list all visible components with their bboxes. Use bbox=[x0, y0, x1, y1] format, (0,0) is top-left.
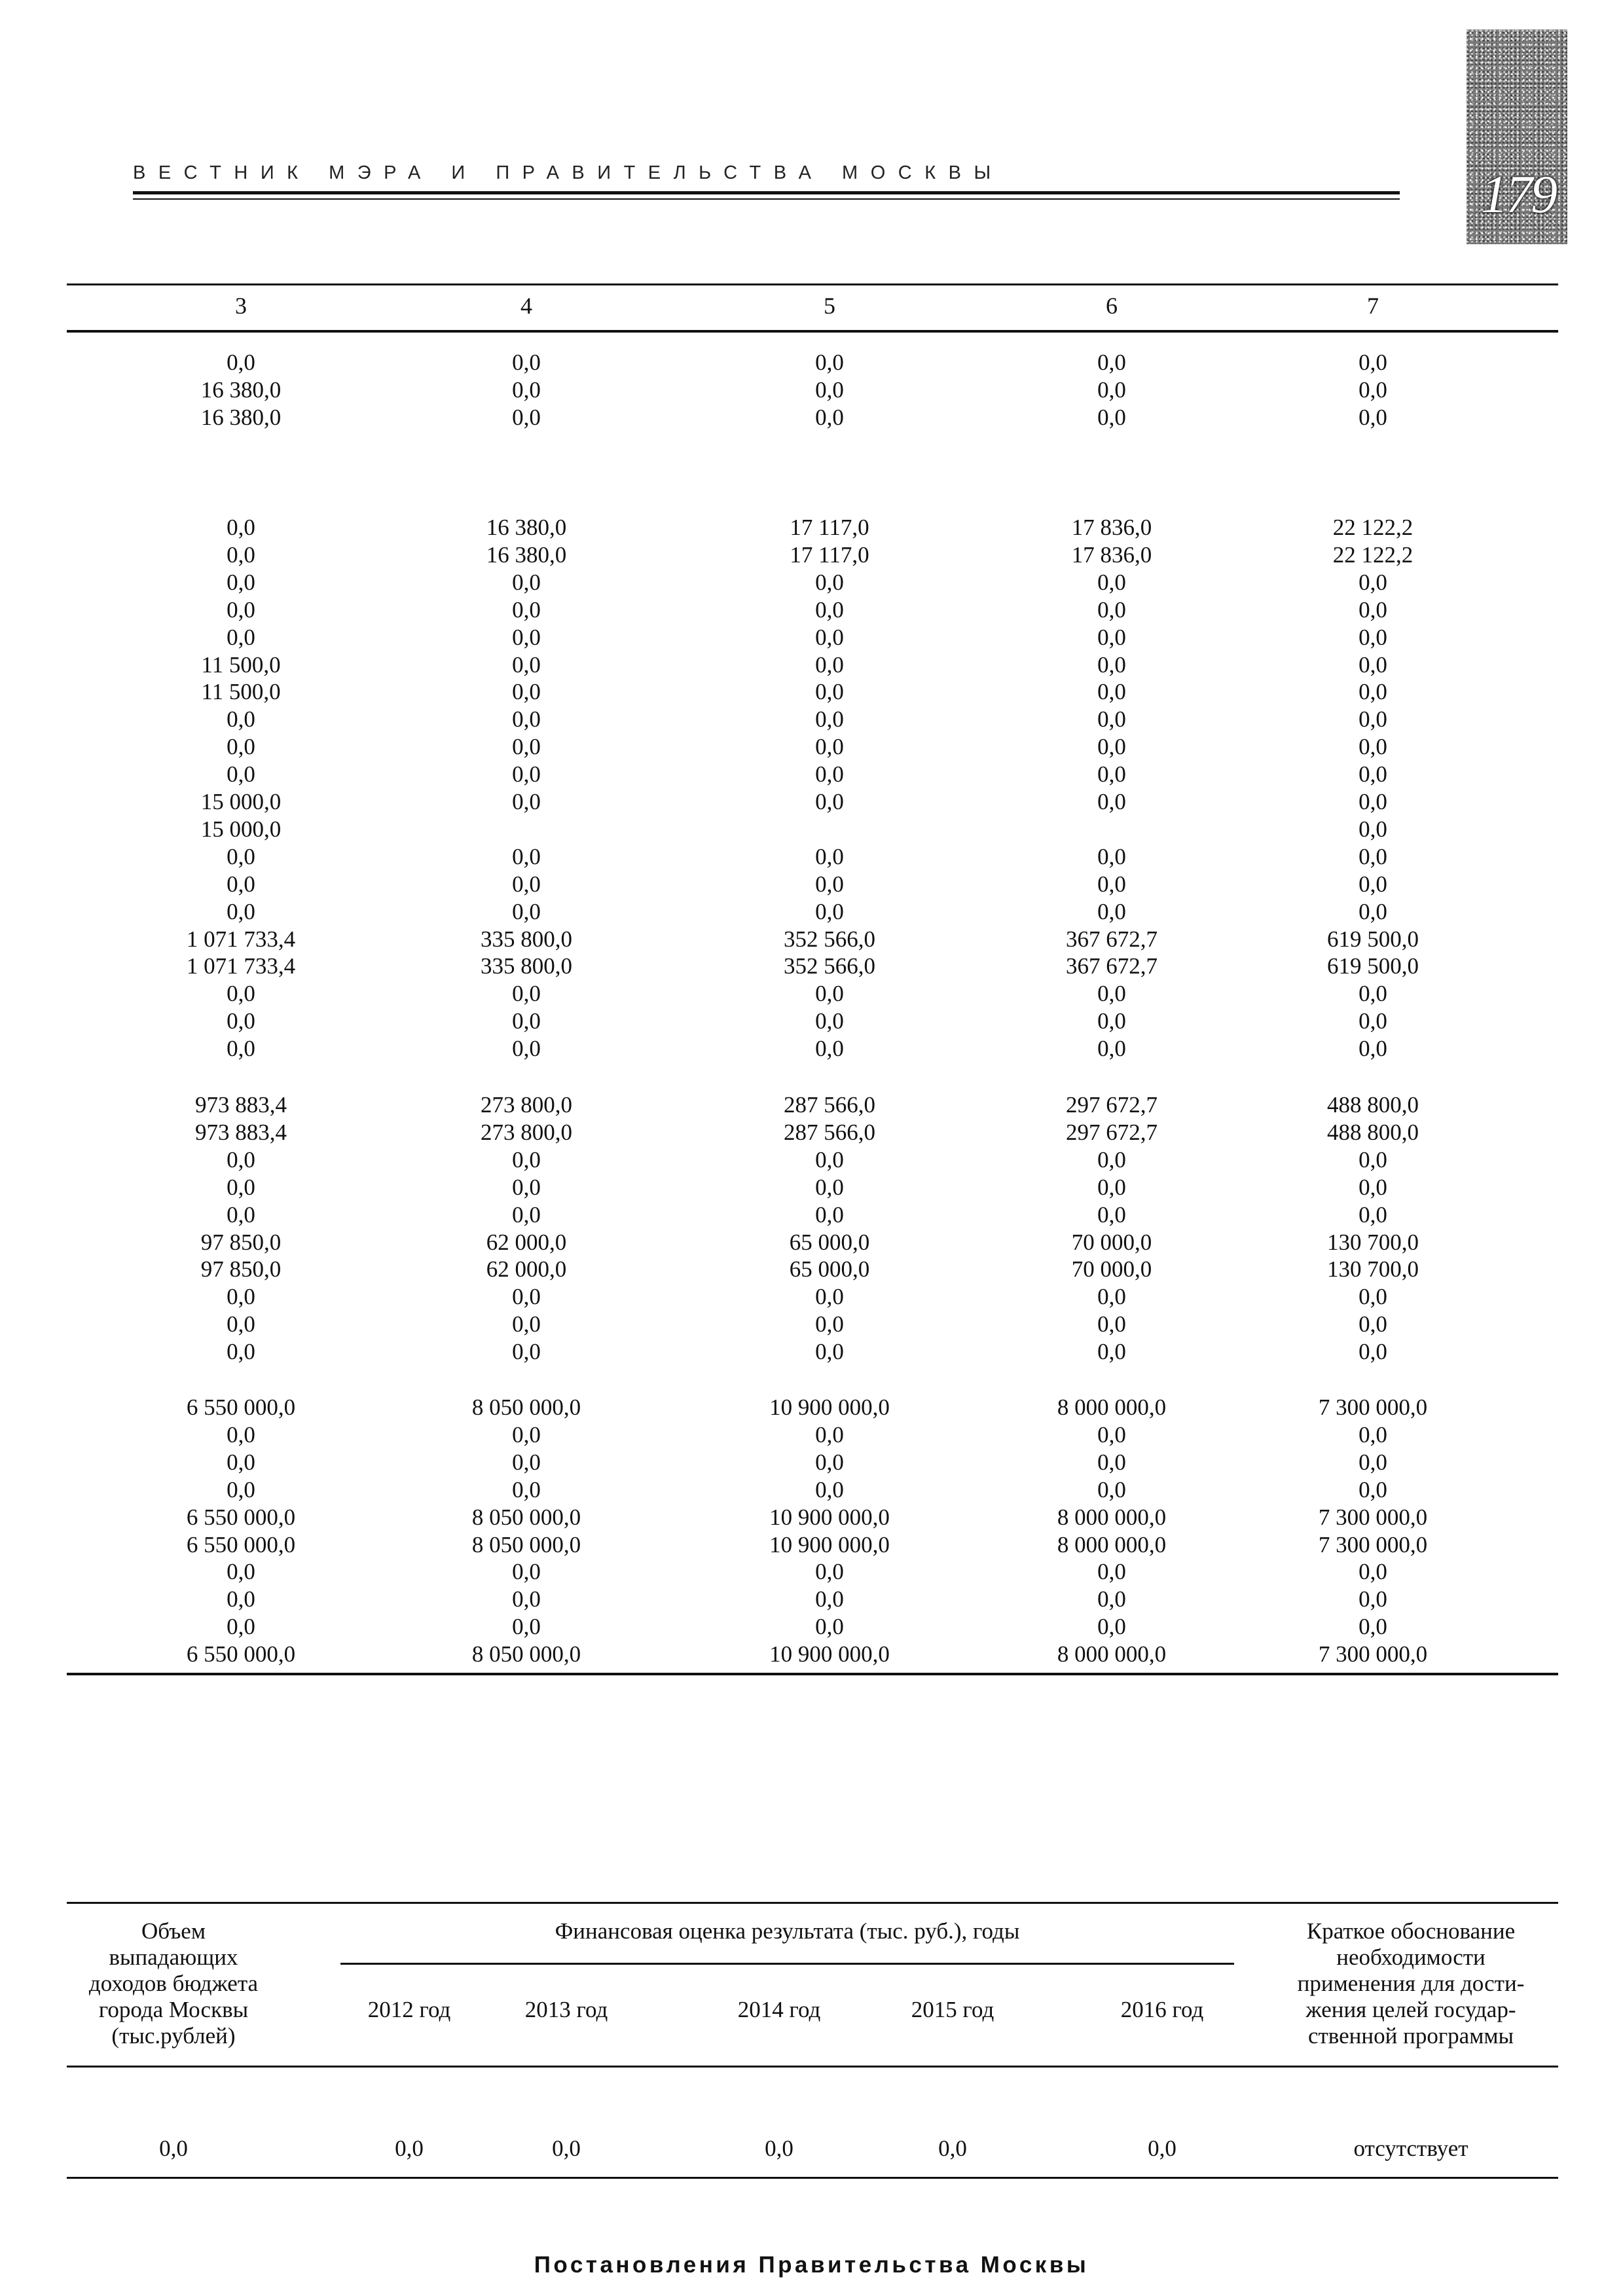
table-cell: 0,0 bbox=[815, 706, 844, 733]
table-cell: 7 300 000,0 bbox=[1318, 1394, 1428, 1420]
value-2013: 0,0 bbox=[552, 2136, 581, 2161]
year-2012-header: 2012 год bbox=[367, 1997, 451, 2022]
table-cell: 273 800,0 bbox=[481, 1092, 572, 1118]
table-cell: 0,0 bbox=[512, 981, 541, 1007]
table-cell: 0,0 bbox=[1359, 651, 1387, 678]
table-cell: 0,0 bbox=[815, 350, 844, 375]
table-cell: 8 050 000,0 bbox=[471, 1531, 581, 1558]
table-cell: 0,0 bbox=[1359, 679, 1387, 705]
table-cell: 0,0 bbox=[1359, 1174, 1387, 1200]
table-cell: 0,0 bbox=[1359, 843, 1387, 869]
table-cell: 11 500,0 bbox=[201, 651, 281, 678]
table-cell: 0,0 bbox=[227, 1146, 255, 1173]
table-cell: 0,0 bbox=[1097, 1339, 1126, 1365]
table-cell: 0,0 bbox=[815, 981, 844, 1007]
table-cell: 0,0 bbox=[227, 843, 255, 869]
table-cell: 0,0 bbox=[1097, 1036, 1126, 1062]
table-cell: 0,0 bbox=[227, 624, 255, 650]
table-cell: 0,0 bbox=[1097, 1559, 1126, 1585]
table-cell: 0,0 bbox=[1359, 981, 1387, 1007]
table-cell: 0,0 bbox=[815, 1008, 844, 1034]
table-cell: 0,0 bbox=[1097, 981, 1126, 1007]
table-cell: 6 550 000,0 bbox=[186, 1531, 296, 1558]
table-cell: 0,0 bbox=[1097, 898, 1126, 924]
table-cell: 0,0 bbox=[1359, 1339, 1387, 1365]
table-cell: 15 000,0 bbox=[200, 789, 282, 814]
table-cell: 0,0 bbox=[1097, 1586, 1126, 1613]
table-cell: 0,0 bbox=[1097, 871, 1126, 897]
table-cell: 0,0 bbox=[1359, 596, 1387, 623]
table-cell: 0,0 bbox=[815, 789, 844, 814]
table-cell: 0,0 bbox=[227, 350, 255, 375]
table-cell: 17 117,0 bbox=[790, 515, 869, 540]
table-cell: 0,0 bbox=[227, 1284, 255, 1310]
table-cell: 0,0 bbox=[1097, 1284, 1126, 1310]
table-cell: 297 672,7 bbox=[1066, 1119, 1158, 1145]
lower-table-bottom-rule bbox=[67, 2177, 1558, 2179]
table-cell: 0,0 bbox=[1359, 1476, 1387, 1503]
table-cell: 0,0 bbox=[815, 1586, 844, 1613]
column-header-4: 4 bbox=[520, 293, 532, 319]
table-cell: 0,0 bbox=[512, 1559, 541, 1585]
table-cell: 0,0 bbox=[1359, 404, 1387, 430]
lost-revenue-value: 0,0 bbox=[159, 2136, 188, 2161]
table-cell: 0,0 bbox=[512, 1174, 541, 1200]
financial-group-header: Финансовая оценка результата (тыс. руб.), годы bbox=[555, 1918, 1020, 1944]
table-cell: 352 566,0 bbox=[784, 953, 875, 979]
section-title: Постановления Правительства Москвы bbox=[534, 2252, 1089, 2278]
group-header-rule bbox=[340, 1963, 1234, 1965]
table-cell: 0,0 bbox=[1097, 404, 1126, 430]
table-cell: 0,0 bbox=[227, 1174, 255, 1200]
table-cell: 0,0 bbox=[1097, 624, 1126, 650]
column-header-3: 3 bbox=[235, 293, 247, 319]
table-cell: 0,0 bbox=[512, 1421, 541, 1448]
table-cell: 62 000,0 bbox=[486, 1256, 567, 1283]
table-cell: 16 380,0 bbox=[200, 376, 282, 403]
table-cell: 0,0 bbox=[227, 596, 255, 623]
table-cell: 0,0 bbox=[815, 898, 844, 924]
table-cell: 0,0 bbox=[512, 1146, 541, 1173]
header-rule-thin bbox=[133, 198, 1400, 200]
table-cell: 0,0 bbox=[1359, 734, 1387, 760]
table-cell: 0,0 bbox=[1359, 1311, 1387, 1338]
table-cell: 0,0 bbox=[815, 1476, 844, 1503]
table-cell: 17 836,0 bbox=[1071, 541, 1152, 568]
table-cell: 8 050 000,0 bbox=[471, 1394, 581, 1420]
table-cell: 0,0 bbox=[227, 541, 255, 568]
table-cell: 0,0 bbox=[815, 871, 844, 897]
table-cell: 0,0 bbox=[227, 1559, 255, 1585]
table-cell: 0,0 bbox=[512, 1476, 541, 1503]
table-cell: 0,0 bbox=[1359, 871, 1387, 897]
table-cell: 0,0 bbox=[512, 624, 541, 650]
year-2016-header: 2016 год bbox=[1120, 1997, 1204, 2022]
table-cell: 0,0 bbox=[512, 679, 541, 705]
table-cell: 0,0 bbox=[512, 789, 541, 814]
table-cell: 16 380,0 bbox=[200, 404, 282, 430]
table-cell: 0,0 bbox=[1359, 376, 1387, 403]
table-cell: 367 672,7 bbox=[1066, 926, 1158, 952]
table-cell: 0,0 bbox=[227, 1421, 255, 1448]
table-cell: 0,0 bbox=[512, 350, 541, 375]
table-cell: 0,0 bbox=[1359, 816, 1387, 842]
year-2015-header: 2015 год bbox=[911, 1997, 994, 2022]
table-cell: 0,0 bbox=[1359, 350, 1387, 375]
table-cell: 0,0 bbox=[512, 1036, 541, 1062]
table-cell: 0,0 bbox=[1359, 1146, 1387, 1173]
table-cell: 22 122,2 bbox=[1332, 541, 1413, 568]
table-cell: 0,0 bbox=[512, 1311, 541, 1338]
table-cell: 8 000 000,0 bbox=[1057, 1504, 1167, 1530]
column-header-5: 5 bbox=[824, 293, 835, 319]
table-cell: 0,0 bbox=[512, 843, 541, 869]
column-header-6: 6 bbox=[1106, 293, 1118, 319]
table-cell: 70 000,0 bbox=[1071, 1229, 1152, 1255]
table-cell: 8 050 000,0 bbox=[471, 1641, 581, 1667]
table-cell: 0,0 bbox=[1097, 376, 1126, 403]
table-cell: 297 672,7 bbox=[1066, 1092, 1158, 1118]
table-cell: 62 000,0 bbox=[486, 1229, 567, 1255]
table-cell: 0,0 bbox=[227, 1311, 255, 1338]
justification-header: Краткое обоснование необходимости применения для дости- жения целей государ- ственной программы bbox=[1297, 1918, 1525, 2049]
lower-table-top-rule bbox=[67, 1902, 1558, 1904]
table-cell: 0,0 bbox=[815, 843, 844, 869]
table-cell: 0,0 bbox=[227, 569, 255, 595]
table-cell: 0,0 bbox=[1097, 1476, 1126, 1503]
table-cell: 0,0 bbox=[815, 1036, 844, 1062]
table-cell: 273 800,0 bbox=[481, 1119, 572, 1145]
header-rule bbox=[133, 191, 1400, 194]
table-cell: 0,0 bbox=[227, 981, 255, 1007]
year-2014-header: 2014 год bbox=[737, 1997, 821, 2022]
table-cell: 488 800,0 bbox=[1327, 1092, 1419, 1118]
table-cell: 0,0 bbox=[815, 624, 844, 650]
table-cell: 0,0 bbox=[227, 761, 255, 788]
table-cell: 0,0 bbox=[815, 1421, 844, 1448]
table-cell: 0,0 bbox=[815, 1284, 844, 1310]
table-cell: 10 900 000,0 bbox=[769, 1394, 890, 1420]
journal-title: ВЕСТНИК МЭРА И ПРАВИТЕЛЬСТВА МОСКВЫ bbox=[133, 162, 1004, 183]
table-top-rule bbox=[67, 283, 1558, 285]
table-cell: 130 700,0 bbox=[1327, 1256, 1419, 1283]
table-cell: 7 300 000,0 bbox=[1318, 1641, 1428, 1667]
table-cell: 0,0 bbox=[512, 651, 541, 678]
value-2012: 0,0 bbox=[395, 2136, 424, 2161]
table-cell: 0,0 bbox=[1097, 651, 1126, 678]
page-number: 179 bbox=[1481, 164, 1556, 224]
table-cell: 0,0 bbox=[815, 1339, 844, 1365]
justification-value: отсутствует bbox=[1353, 2136, 1468, 2161]
table-cell: 0,0 bbox=[1359, 789, 1387, 814]
table-cell: 0,0 bbox=[1359, 1008, 1387, 1034]
table-cell: 0,0 bbox=[815, 679, 844, 705]
table-cell: 0,0 bbox=[815, 1614, 844, 1640]
table-cell: 352 566,0 bbox=[784, 926, 875, 952]
table-cell: 0,0 bbox=[815, 734, 844, 760]
table-cell: 335 800,0 bbox=[481, 953, 572, 979]
table-cell: 0,0 bbox=[1359, 898, 1387, 924]
lower-col1-header: Объем выпадающих доходов бюджета города Москвы (тыс.рублей) bbox=[88, 1918, 259, 2049]
table-cell: 619 500,0 bbox=[1327, 926, 1419, 952]
table-cell: 335 800,0 bbox=[481, 926, 572, 952]
table-cell: 973 883,4 bbox=[195, 1092, 287, 1118]
table-cell: 0,0 bbox=[1359, 1614, 1387, 1640]
table-cell: 8 000 000,0 bbox=[1057, 1641, 1167, 1667]
table-cell: 0,0 bbox=[815, 1311, 844, 1338]
table-cell: 0,0 bbox=[1097, 1614, 1126, 1640]
table-cell: 0,0 bbox=[512, 596, 541, 623]
table-cell: 0,0 bbox=[512, 1284, 541, 1310]
table-cell: 0,0 bbox=[512, 706, 541, 733]
table-cell: 0,0 bbox=[227, 871, 255, 897]
table-cell: 0,0 bbox=[815, 569, 844, 595]
table-cell: 8 050 000,0 bbox=[471, 1504, 581, 1530]
table-cell: 0,0 bbox=[815, 1559, 844, 1585]
table-cell: 0,0 bbox=[512, 1201, 541, 1228]
table-cell: 0,0 bbox=[1097, 843, 1126, 869]
table-bottom-rule bbox=[67, 1673, 1558, 1675]
table-cell: 97 850,0 bbox=[200, 1256, 282, 1283]
table-cell: 0,0 bbox=[227, 1476, 255, 1503]
table-cell: 65 000,0 bbox=[789, 1229, 870, 1255]
table-cell: 0,0 bbox=[815, 1449, 844, 1475]
table-cell: 0,0 bbox=[227, 1586, 255, 1613]
lower-table-header-rule bbox=[67, 2066, 1558, 2068]
table-cell: 0,0 bbox=[227, 1201, 255, 1228]
table-cell: 16 380,0 bbox=[486, 515, 567, 540]
table-cell: 6 550 000,0 bbox=[186, 1394, 296, 1420]
table-cell: 0,0 bbox=[1359, 1421, 1387, 1448]
table-cell: 1 071 733,4 bbox=[186, 926, 296, 952]
table-cell: 7 300 000,0 bbox=[1318, 1504, 1428, 1530]
value-2014: 0,0 bbox=[765, 2136, 793, 2161]
table-cell: 0,0 bbox=[1097, 706, 1126, 733]
table-cell: 0,0 bbox=[227, 898, 255, 924]
table-cell: 0,0 bbox=[512, 871, 541, 897]
table-cell: 1 071 733,4 bbox=[186, 953, 296, 979]
table-cell: 0,0 bbox=[512, 376, 541, 403]
table-cell: 0,0 bbox=[815, 376, 844, 403]
table-cell: 0,0 bbox=[1097, 1008, 1126, 1034]
table-cell: 97 850,0 bbox=[200, 1229, 282, 1255]
table-cell: 287 566,0 bbox=[784, 1092, 875, 1118]
table-cell: 0,0 bbox=[512, 1008, 541, 1034]
table-cell: 8 000 000,0 bbox=[1057, 1394, 1167, 1420]
table-cell: 0,0 bbox=[1359, 1559, 1387, 1585]
table-cell: 0,0 bbox=[1359, 569, 1387, 595]
table-cell: 0,0 bbox=[815, 1201, 844, 1228]
table-cell: 0,0 bbox=[1097, 1421, 1126, 1448]
table-cell: 0,0 bbox=[1359, 761, 1387, 788]
table-cell: 0,0 bbox=[1097, 350, 1126, 375]
table-cell: 0,0 bbox=[1097, 1201, 1126, 1228]
table-cell: 0,0 bbox=[1359, 1586, 1387, 1613]
table-cell: 0,0 bbox=[512, 1614, 541, 1640]
table-cell: 0,0 bbox=[815, 651, 844, 678]
table-cell: 0,0 bbox=[815, 1174, 844, 1200]
table-cell: 619 500,0 bbox=[1327, 953, 1419, 979]
table-cell: 0,0 bbox=[1359, 1284, 1387, 1310]
table-cell: 973 883,4 bbox=[195, 1119, 287, 1145]
table-cell: 10 900 000,0 bbox=[769, 1504, 890, 1530]
table-cell: 0,0 bbox=[1097, 596, 1126, 623]
table-cell: 0,0 bbox=[1097, 569, 1126, 595]
table-cell: 0,0 bbox=[1097, 1311, 1126, 1338]
table-cell: 0,0 bbox=[1359, 706, 1387, 733]
table-cell: 0,0 bbox=[1359, 1036, 1387, 1062]
column-header-7: 7 bbox=[1367, 293, 1379, 319]
table-cell: 7 300 000,0 bbox=[1318, 1531, 1428, 1558]
table-cell: 0,0 bbox=[1097, 1449, 1126, 1475]
table-cell: 65 000,0 bbox=[789, 1256, 870, 1283]
table-cell: 6 550 000,0 bbox=[186, 1641, 296, 1667]
value-2016: 0,0 bbox=[1148, 2136, 1176, 2161]
table-cell: 0,0 bbox=[512, 1449, 541, 1475]
table-cell: 0,0 bbox=[512, 1339, 541, 1365]
table-cell: 10 900 000,0 bbox=[769, 1641, 890, 1667]
table-cell: 0,0 bbox=[227, 1036, 255, 1062]
table-cell: 0,0 bbox=[227, 1339, 255, 1365]
table-cell: 0,0 bbox=[1097, 679, 1126, 705]
table-cell: 70 000,0 bbox=[1071, 1256, 1152, 1283]
table-cell: 0,0 bbox=[512, 569, 541, 595]
table-cell: 22 122,2 bbox=[1332, 515, 1413, 540]
table-cell: 0,0 bbox=[1359, 624, 1387, 650]
table-cell: 367 672,7 bbox=[1066, 953, 1158, 979]
table-cell: 0,0 bbox=[1097, 1146, 1126, 1173]
table-cell: 0,0 bbox=[512, 761, 541, 788]
table-cell: 11 500,0 bbox=[201, 679, 281, 705]
table-cell: 0,0 bbox=[815, 596, 844, 623]
table-cell: 0,0 bbox=[227, 515, 255, 540]
table-cell: 0,0 bbox=[1097, 761, 1126, 788]
table-cell: 6 550 000,0 bbox=[186, 1504, 296, 1530]
table-cell: 0,0 bbox=[1097, 789, 1126, 814]
table-cell: 0,0 bbox=[512, 404, 541, 430]
table-cell: 10 900 000,0 bbox=[769, 1531, 890, 1558]
table-cell: 130 700,0 bbox=[1327, 1229, 1419, 1255]
table-cell: 0,0 bbox=[815, 404, 844, 430]
table-cell: 0,0 bbox=[512, 898, 541, 924]
table-cell: 0,0 bbox=[1359, 1449, 1387, 1475]
table-cell: 15 000,0 bbox=[200, 816, 282, 842]
table-cell: 0,0 bbox=[227, 706, 255, 733]
table-cell: 488 800,0 bbox=[1327, 1119, 1419, 1145]
table-cell: 17 836,0 bbox=[1071, 515, 1152, 540]
table-cell: 0,0 bbox=[227, 1008, 255, 1034]
table-cell: 0,0 bbox=[227, 1449, 255, 1475]
table-cell: 0,0 bbox=[815, 761, 844, 788]
table-cell: 8 000 000,0 bbox=[1057, 1531, 1167, 1558]
table-header-rule bbox=[67, 330, 1558, 333]
value-2015: 0,0 bbox=[938, 2136, 967, 2161]
table-cell: 0,0 bbox=[1097, 734, 1126, 760]
table-cell: 16 380,0 bbox=[486, 541, 567, 568]
table-cell: 0,0 bbox=[815, 1146, 844, 1173]
table-cell: 0,0 bbox=[1359, 1201, 1387, 1228]
table-cell: 287 566,0 bbox=[784, 1119, 875, 1145]
table-cell: 0,0 bbox=[227, 734, 255, 760]
table-cell: 0,0 bbox=[512, 1586, 541, 1613]
table-cell: 0,0 bbox=[227, 1614, 255, 1640]
table-cell: 17 117,0 bbox=[790, 541, 869, 568]
table-cell: 0,0 bbox=[512, 734, 541, 760]
table-cell: 0,0 bbox=[1097, 1174, 1126, 1200]
year-2013-header: 2013 год bbox=[524, 1997, 608, 2022]
